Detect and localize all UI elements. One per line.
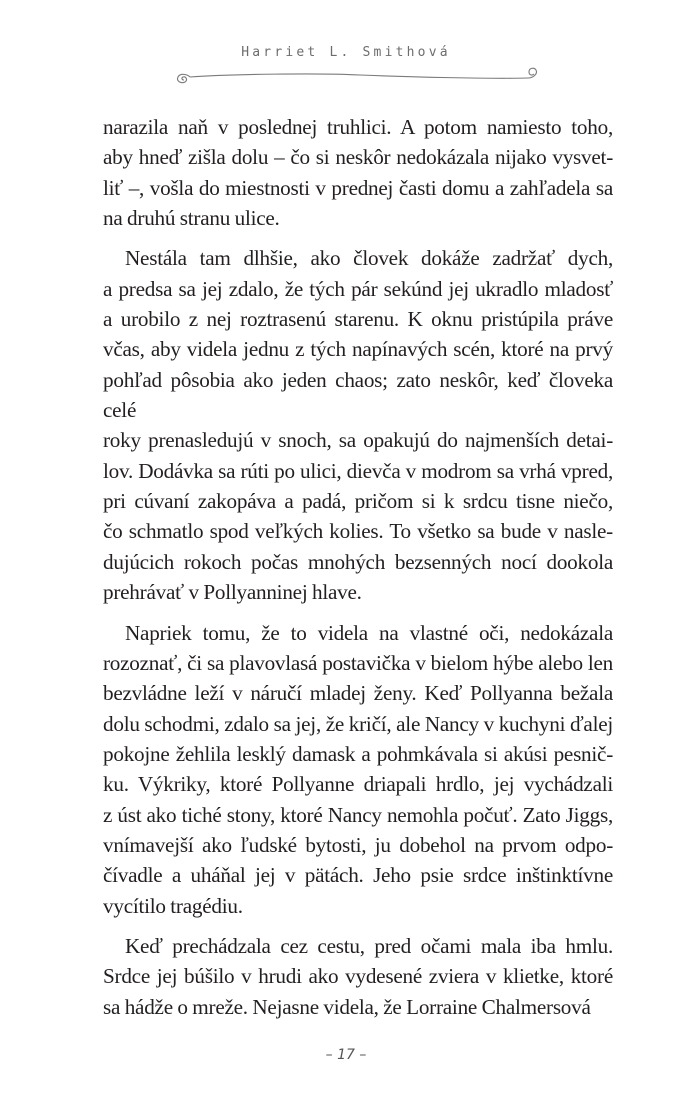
text-line: z úst ako tiché stony, ktoré Nancy nemohla počuť. Zato Jiggs, xyxy=(103,802,613,827)
text-line: liť –, vošla do miestnosti v prednej časti domu a zahľadela sa xyxy=(103,175,613,200)
text-line: dolu schodmi, zdalo sa jej, že kričí, ale Nancy v kuchyni ďalej xyxy=(103,711,613,736)
text-line: a urobilo z nej roztrasenú starenu. K oknu pristúpila práve xyxy=(103,307,613,332)
paragraph xyxy=(103,243,613,607)
text-line: sa hádže o mreže. Nejasne videla, že Lorraine Chalmersová xyxy=(103,994,591,1019)
text-line: lov. Dodávka sa rúti po ulici, dievča v modrom sa vrhá vpred, xyxy=(103,458,613,483)
text-line: Srdce jej búšilo v hrudi ako vydesené zviera v klietke, ktoré xyxy=(103,964,613,989)
text-line: pohľad pôsobia ako jeden chaos; zato neskôr, keď človeka celé xyxy=(103,367,613,423)
text-line: dujúcich rokoch počas mnohých bezsenných nocí dookola xyxy=(103,549,613,574)
text-line: roky prenasledujú v snoch, sa opakujú do najmenších detai- xyxy=(103,428,613,453)
text-line: čo schmatlo spod veľkých kolies. To všetko sa bude v nasle- xyxy=(103,519,613,544)
page-number: – 17 – xyxy=(325,1046,367,1063)
text-line: a predsa sa jej zdalo, že tých pár sekúnd jej ukradlo mladosť xyxy=(103,276,613,301)
text-line: Keď prechádzala cez cestu, pred očami mala iba hmlu. xyxy=(125,933,613,958)
text-line: na druhú stranu ulice. xyxy=(103,206,280,231)
body-text xyxy=(103,0,613,1022)
text-line: pri cúvaní zakopáva a padá, pričom si k srdcu tisne niečo, xyxy=(103,489,613,514)
text-line: bezvládne leží v náručí mladej ženy. Keď Pollyanna bežala xyxy=(103,681,613,706)
text-line: Nestála tam dlhšie, ako človek dokáže zadržať dych, xyxy=(125,246,613,271)
running-head: Harriet L. Smithová xyxy=(241,45,451,60)
text-line: včas, aby videla jednu z tých napínavých scén, ktoré na prvý xyxy=(103,337,613,362)
text-line: vnímavejší ako ľudské bytosti, ju dobehol na prvom odpo- xyxy=(103,832,613,857)
text-line: vycítilo tragédiu. xyxy=(103,893,243,918)
text-line: čívadle a uháňal jej v pätách. Jeho psie srdce inštinktívne xyxy=(103,863,613,888)
text-line: rozoznať, či sa plavovlasá postavička v bielom hýbe alebo len xyxy=(103,650,613,675)
paragraph xyxy=(103,931,613,1022)
text-line: pokojne žehlila lesklý damask a pohmkávala si akúsi pesnič- xyxy=(103,741,613,766)
text-line: Napriek tomu, že to videla na vlastné oči, nedokázala xyxy=(125,620,613,645)
paragraph xyxy=(103,618,613,921)
text-line: prehrávať v Pollyanninej hlave. xyxy=(103,580,362,605)
paragraph xyxy=(103,112,613,233)
text-line: ku. Výkriky, ktoré Pollyanne driapali hrdlo, jej vychádzali xyxy=(103,772,613,797)
text-line: aby hneď zišla dolu – čo si neskôr nedokázala nijako vysvet- xyxy=(103,145,613,170)
text-line: narazila naň v poslednej truhlici. A potom namiesto toho, xyxy=(103,115,613,139)
